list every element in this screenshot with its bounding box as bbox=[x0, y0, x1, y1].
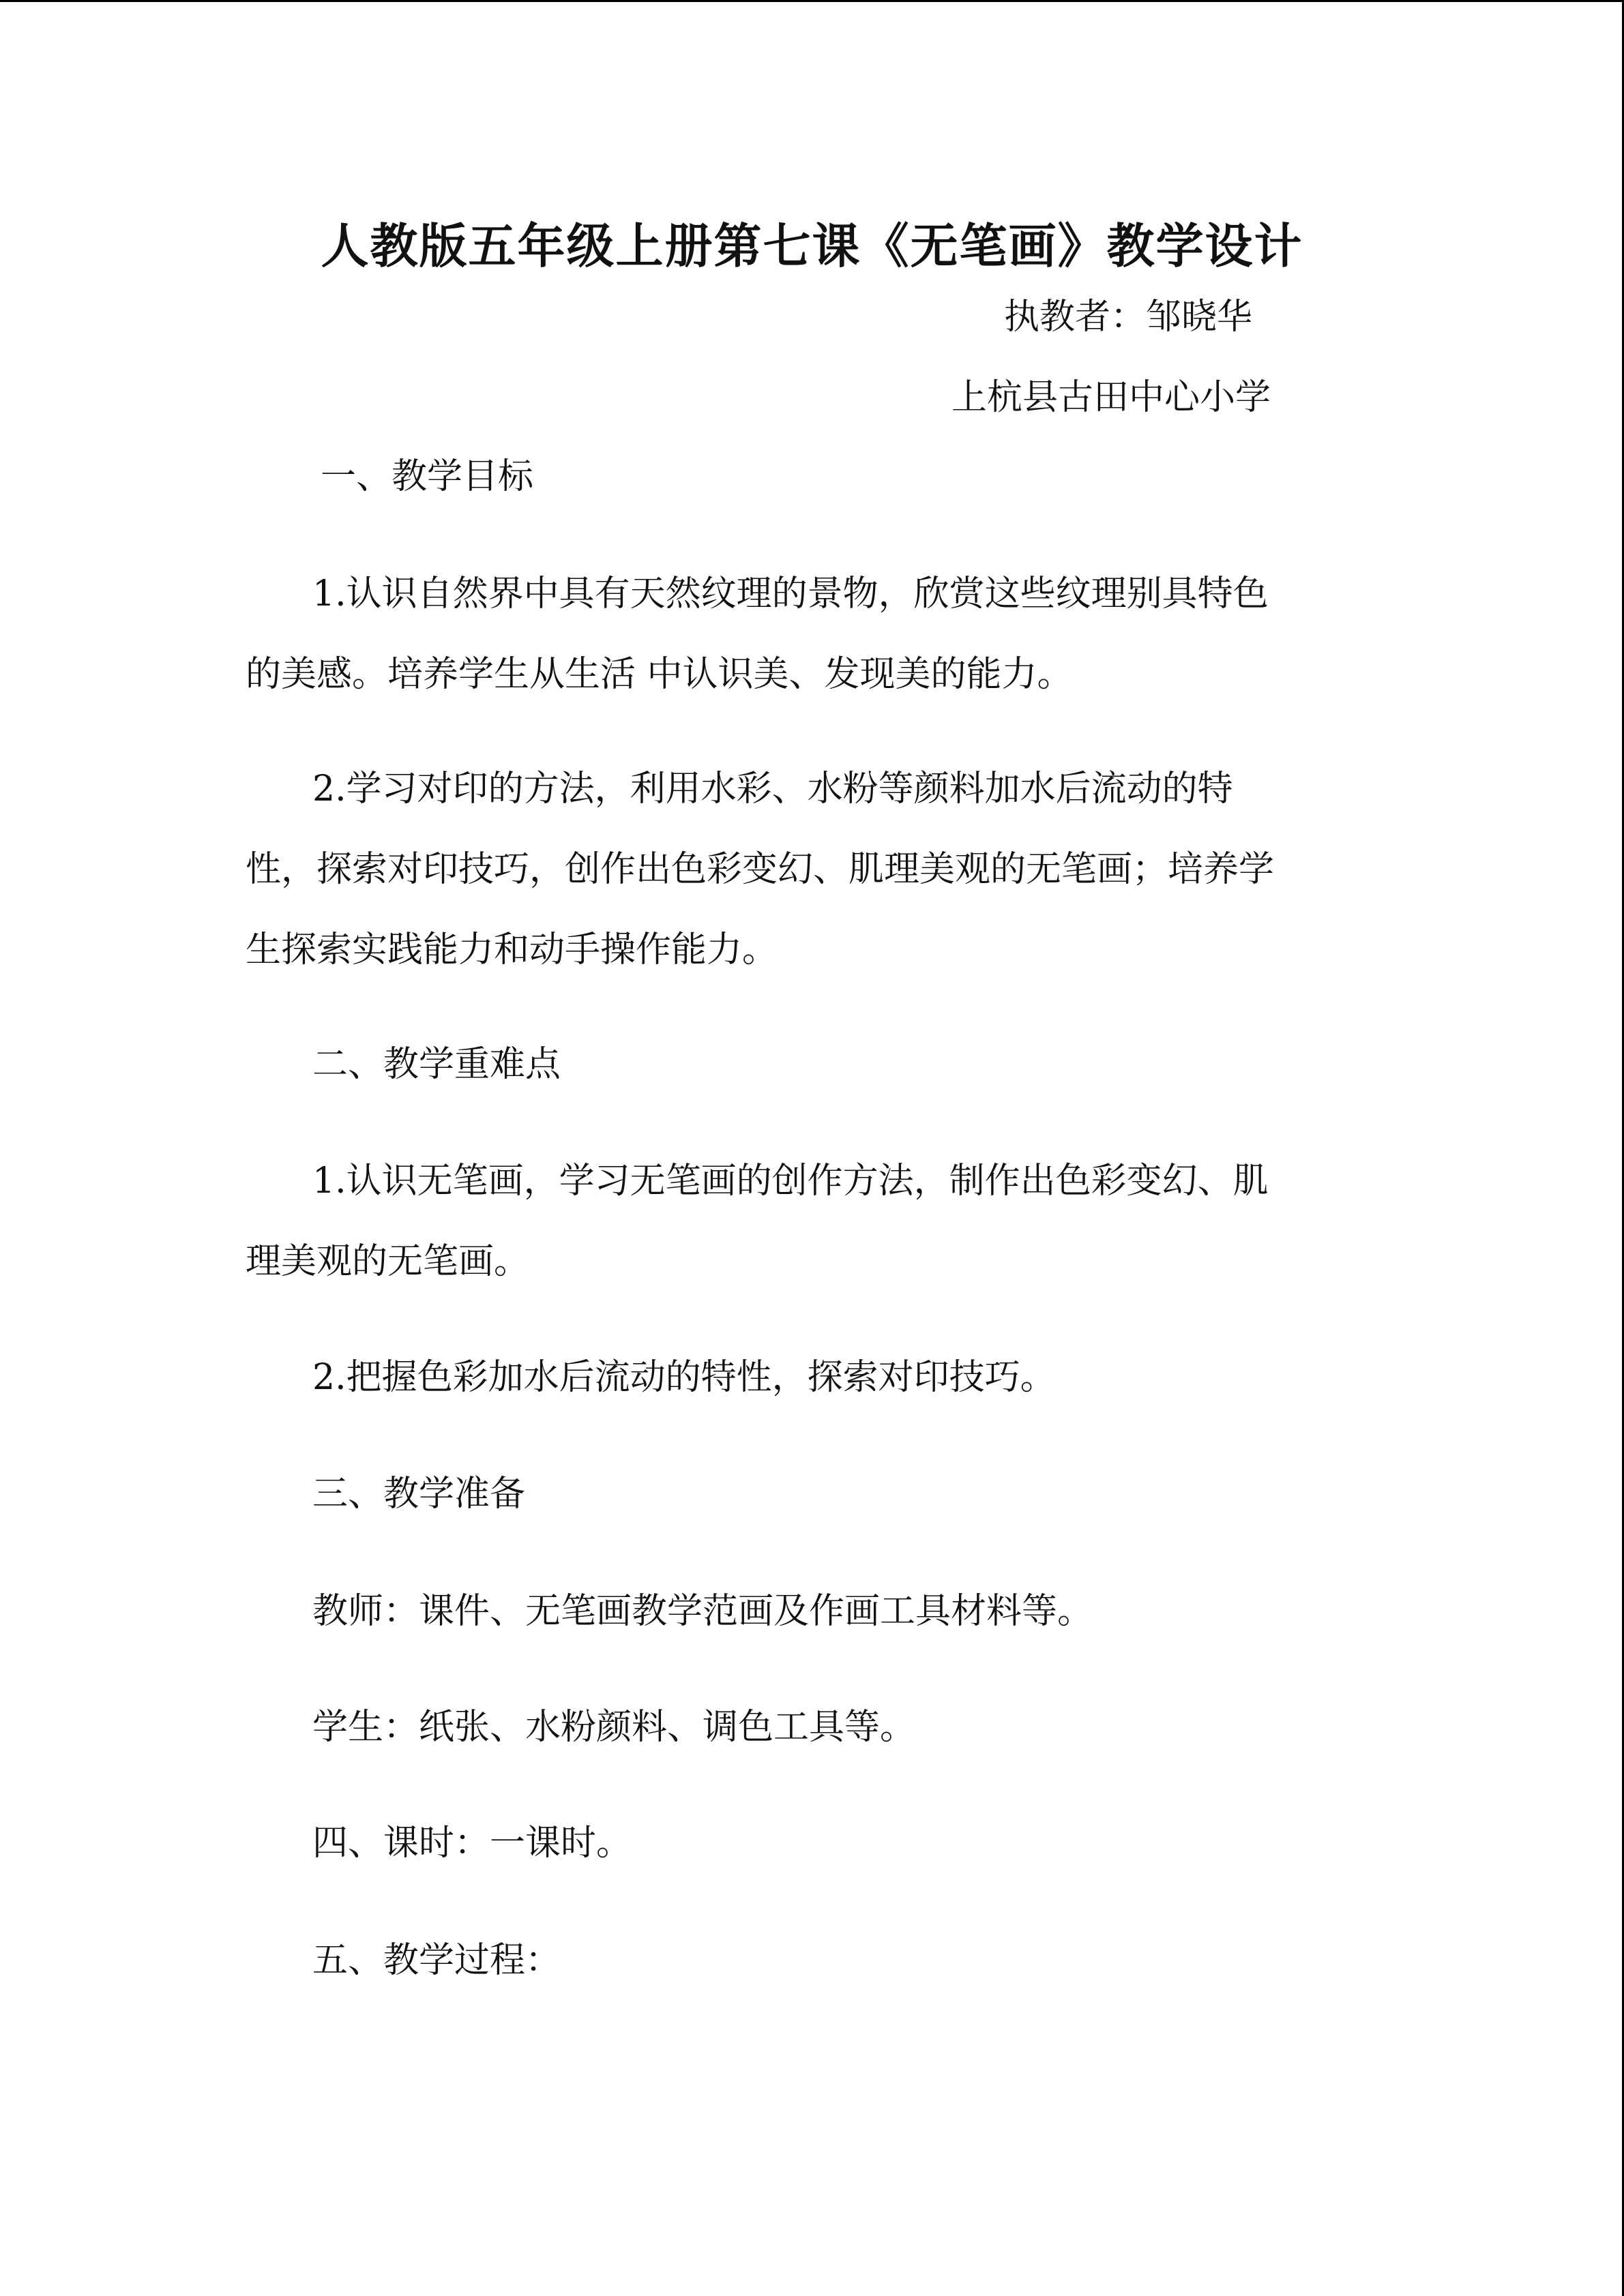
key-point-1-line-2: 理美观的无笔画。 bbox=[246, 1241, 530, 1282]
student-preparation: 学生：纸张、水粉颜料、调色工具等。 bbox=[312, 1707, 916, 1748]
objective-2-line-1: 2.学习对印的方法，利用水彩、水粉等颜料加水后流动的特 bbox=[312, 769, 1233, 809]
objective-2-line-3: 生探索实践能力和动手操作能力。 bbox=[246, 929, 778, 970]
key-point-1-line-1: 1.认识无笔画，学习无笔画的创作方法，制作出色彩变幻、肌 bbox=[312, 1161, 1269, 1202]
preparation-heading: 三、教学准备 bbox=[312, 1474, 526, 1515]
objective-2-line-2: 性，探索对印技巧，创作出色彩变幻、肌理美观的无笔画；培养学 bbox=[246, 849, 1275, 890]
process-heading: 五、教学过程： bbox=[312, 1940, 561, 1981]
objectives-heading: 一、教学目标 bbox=[321, 456, 534, 497]
school-line: 上杭县古田中心小学 bbox=[951, 377, 1271, 418]
teacher-preparation: 教师：课件、无笔画教学范画及作画工具材料等。 bbox=[312, 1591, 1093, 1632]
author-line: 执教者：邹晓华 bbox=[1004, 297, 1253, 338]
objective-1-line-2: 的美感。培养学生从生活 中认识美、发现美的能力。 bbox=[246, 654, 1073, 695]
objective-1-line-1: 1.认识自然界中具有天然纹理的景物，欣赏这些纹理别具特色 bbox=[312, 573, 1269, 614]
class-hours: 四、课时：一课时。 bbox=[312, 1823, 632, 1864]
key-points-heading: 二、教学重难点 bbox=[312, 1044, 561, 1085]
page-title: 人教版五年级上册第七课《无笔画》教学设计 bbox=[321, 218, 1303, 274]
key-point-2: 2.把握色彩加水后流动的特性，探索对印技巧。 bbox=[312, 1357, 1056, 1398]
